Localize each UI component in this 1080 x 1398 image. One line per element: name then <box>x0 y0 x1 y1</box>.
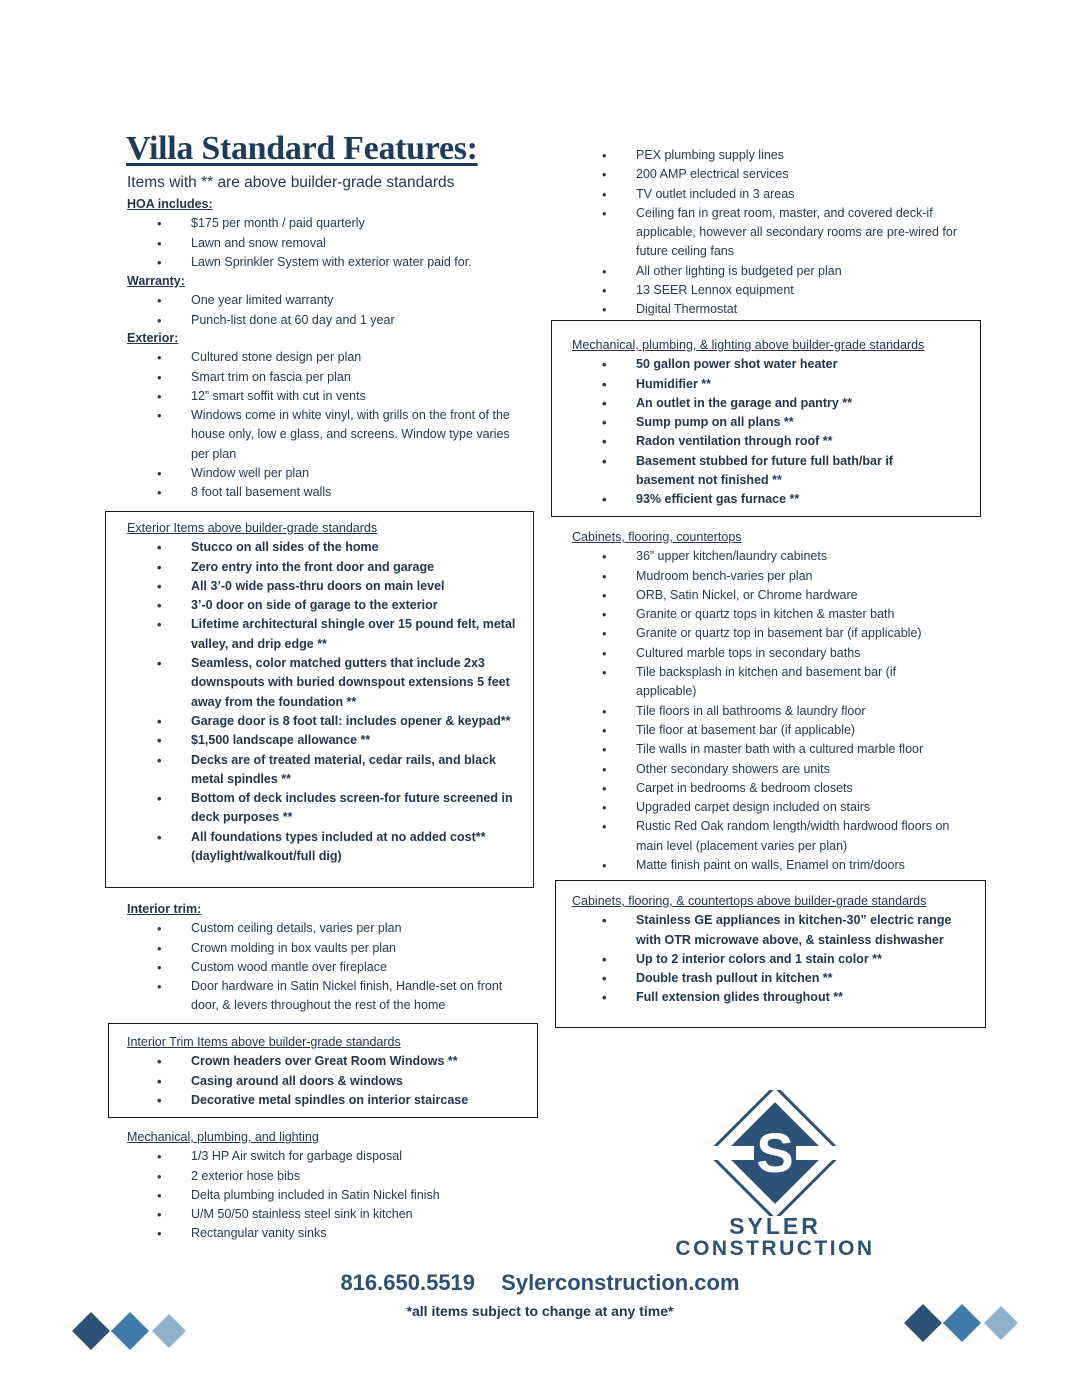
list-item: • Cultured stone design per plan <box>127 348 517 367</box>
interior-trim-above-section <box>127 1033 567 1110</box>
warranty-list <box>127 291 567 330</box>
list-item: • Upgraded carpet design included on stairs <box>572 798 957 817</box>
interior-trim-above-heading: Interior Trim Items above builder-grade standards <box>127 1035 401 1049</box>
interior-trim-section <box>127 900 567 1016</box>
list-item: • Decorative metal spindles on interior staircase <box>127 1091 567 1110</box>
list-item: • 36” upper kitchen/laundry cabinets <box>572 547 957 566</box>
list-item: • Lifetime architectural shingle over 15 pound felt, metal valley, and drip edge ** <box>127 615 517 654</box>
logo-text-syler: SYLER <box>729 1213 821 1239</box>
list-item: • Double trash pullout in kitchen ** <box>572 969 962 988</box>
footer-note: *all items subject to change at any time* <box>406 1303 674 1319</box>
diamond-dark <box>72 1312 110 1350</box>
exterior-section <box>127 329 567 503</box>
list-item: • Tile walls in master bath with a cultured marble floor <box>572 740 957 759</box>
list-item: • Tile floors in all bathrooms & laundry floor <box>572 702 957 721</box>
diamond-dark <box>904 1304 942 1342</box>
mechanical-continued-section <box>572 146 1012 320</box>
list-item: • Stucco on all sides of the home <box>127 538 517 557</box>
list-item: • Rustic Red Oak random length/width hardwood floors on main level (placement varies per plan) <box>572 817 957 856</box>
list-item: • Custom ceiling details, varies per plan <box>127 919 517 938</box>
exterior-heading: Exterior: <box>127 331 179 345</box>
list-item: • Ceiling fan in great room, master, and covered deck-if applicable, however all secondary rooms are pre-wired for future ceiling fans <box>572 204 962 262</box>
page-title: Villa Standard Features: <box>126 130 478 167</box>
list-item: • Other secondary showers are units <box>572 760 957 779</box>
mechanical-continued-list <box>572 146 962 320</box>
diamond-light <box>984 1306 1018 1340</box>
warranty-heading: Warranty: <box>127 274 185 288</box>
list-item: • Garage door is 8 foot tall: includes opener & keypad** <box>127 712 517 731</box>
left-diamonds-decoration <box>68 1308 194 1354</box>
diamond-light <box>152 1314 186 1348</box>
exterior-above-heading: Exterior Items above builder-grade standards <box>127 521 378 535</box>
page-subtitle: Items with ** are above builder-grade standards <box>127 174 455 191</box>
list-item: • PEX plumbing supply lines <box>572 146 962 165</box>
list-item: • Carpet in bedrooms & bedroom closets <box>572 779 957 798</box>
list-item: • Smart trim on fascia per plan <box>127 368 517 387</box>
interior-trim-above-list <box>127 1052 567 1110</box>
list-item: • Seamless, color matched gutters that include 2x3 downspouts with buried downspout extensions 5 feet away from the foundation ** <box>127 654 517 712</box>
list-item: • An outlet in the garage and pantry ** <box>572 394 912 413</box>
list-item: • Window well per plan <box>127 464 517 483</box>
interior-trim-heading: Interior trim: <box>127 902 202 916</box>
list-item: • Stainless GE appliances in kitchen-30” electric range with OTR microwave above, & stainless dishwasher <box>572 911 962 950</box>
interior-trim-list <box>127 919 517 1015</box>
cabinets-heading: Cabinets, flooring, countertops <box>572 530 742 544</box>
cabinets-above-heading: Cabinets, flooring, & countertops above builder-grade standards <box>572 894 927 908</box>
mechanical-above-heading: Mechanical, plumbing, & lighting above builder-grade standards <box>572 338 925 352</box>
list-item: • Basement stubbed for future full bath/bar if basement not finished ** <box>572 452 912 491</box>
cabinets-above-section <box>572 892 1012 1008</box>
right-diamonds-decoration <box>900 1300 1026 1346</box>
diamond-mid <box>943 1304 981 1342</box>
list-item: • Crown headers over Great Room Windows ** <box>127 1052 567 1071</box>
list-item: • All other lighting is budgeted per plan <box>572 262 962 281</box>
list-item: • 93% efficient gas furnace ** <box>572 490 912 509</box>
list-item: • Sump pump on all plans ** <box>572 413 912 432</box>
syler-logo-icon <box>712 1090 838 1216</box>
cabinets-list <box>572 547 957 875</box>
footer-contact <box>0 1270 1080 1296</box>
list-item: • Granite or quartz tops in kitchen & master bath <box>572 605 957 624</box>
list-item: • Full extension glides throughout ** <box>572 988 962 1007</box>
list-item: • Punch-list done at 60 day and 1 year <box>127 311 567 330</box>
list-item: • 3’-0 door on side of garage to the exterior <box>127 596 517 615</box>
list-item: • Tile floor at basement bar (if applicable) <box>572 721 957 740</box>
list-item: • ORB, Satin Nickel, or Chrome hardware <box>572 586 957 605</box>
list-item: • Matte finish paint on walls, Enamel on trim/doors <box>572 856 957 875</box>
list-item: • 50 gallon power shot water heater <box>572 355 912 374</box>
list-item: • Cultured marble tops in secondary baths <box>572 644 957 663</box>
list-item: • 2 exterior hose bibs <box>127 1167 567 1186</box>
list-item: • Lawn Sprinkler System with exterior water paid for. <box>127 253 567 272</box>
mechanical-above-section <box>572 336 1012 510</box>
phone-number: 816.650.5519 <box>340 1270 476 1295</box>
list-item: • Crown molding in box vaults per plan <box>127 939 517 958</box>
list-item: • Custom wood mantle over fireplace <box>127 958 517 977</box>
list-item: • Radon ventilation through roof ** <box>572 432 912 451</box>
list-item: • 12” smart soffit with cut in vents <box>127 387 517 406</box>
mechanical-above-list <box>572 355 912 509</box>
list-item: • Humidifier ** <box>572 375 912 394</box>
list-item: • U/M 50/50 stainless steel sink in kitchen <box>127 1205 567 1224</box>
list-item: • All foundations types included at no added cost** (daylight/walkout/full dig) <box>127 828 517 867</box>
list-item: • 1/3 HP Air switch for garbage disposal <box>127 1147 567 1166</box>
hoa-heading: HOA includes: <box>127 197 213 211</box>
cabinets-above-list <box>572 911 962 1007</box>
list-item: • 200 AMP electrical services <box>572 165 962 184</box>
list-item: • 13 SEER Lennox equipment <box>572 281 962 300</box>
list-item: • Up to 2 interior colors and 1 stain color ** <box>572 950 962 969</box>
list-item: • TV outlet included in 3 areas <box>572 185 962 204</box>
list-item: • 8 foot tall basement walls <box>127 483 517 502</box>
mechanical-section <box>127 1128 567 1244</box>
list-item: • Rectangular vanity sinks <box>127 1224 567 1243</box>
exterior-above-section <box>127 519 567 866</box>
list-item: • Windows come in white vinyl, with grills on the front of the house only, low e glass, and screens. Window type varies per plan <box>127 406 517 464</box>
list-item: • Granite or quartz top in basement bar (if applicable) <box>572 624 957 643</box>
list-item: • Zero entry into the front door and garage <box>127 558 517 577</box>
list-item: • All 3’-0 wide pass-thru doors on main level <box>127 577 517 596</box>
warranty-section <box>127 272 567 330</box>
list-item: • Door hardware in Satin Nickel finish, Handle-set on front door, & levers throughout the rest of the home <box>127 977 517 1016</box>
exterior-list <box>127 348 517 502</box>
list-item: • One year limited warranty <box>127 291 567 310</box>
diamond-mid <box>111 1312 149 1350</box>
mechanical-list <box>127 1147 567 1243</box>
list-item: • Lawn and snow removal <box>127 234 567 253</box>
list-item: • Bottom of deck includes screen-for future screened in deck purposes ** <box>127 789 517 828</box>
mechanical-heading: Mechanical, plumbing, and lighting <box>127 1130 319 1144</box>
list-item: • Delta plumbing included in Satin Nickel finish <box>127 1186 567 1205</box>
logo-text-construction: CONSTRUCTION <box>675 1237 875 1260</box>
list-item: • $1,500 landscape allowance ** <box>127 731 517 750</box>
cabinets-section <box>572 528 1012 875</box>
list-item: • Mudroom bench-varies per plan <box>572 567 957 586</box>
logo-letter: S <box>756 1121 794 1184</box>
list-item: • $175 per month / paid quarterly <box>127 214 567 233</box>
website-link[interactable]: Sylerconstruction.com <box>501 1270 740 1295</box>
list-item: • Casing around all doors & windows <box>127 1072 567 1091</box>
list-item: • Decks are of treated material, cedar rails, and black metal spindles ** <box>127 751 517 790</box>
exterior-above-list <box>127 538 517 866</box>
hoa-section <box>127 195 567 272</box>
list-item: • Digital Thermostat <box>572 300 962 319</box>
hoa-list <box>127 214 567 272</box>
list-item: • Tile backsplash in kitchen and basement bar (if applicable) <box>572 663 957 702</box>
